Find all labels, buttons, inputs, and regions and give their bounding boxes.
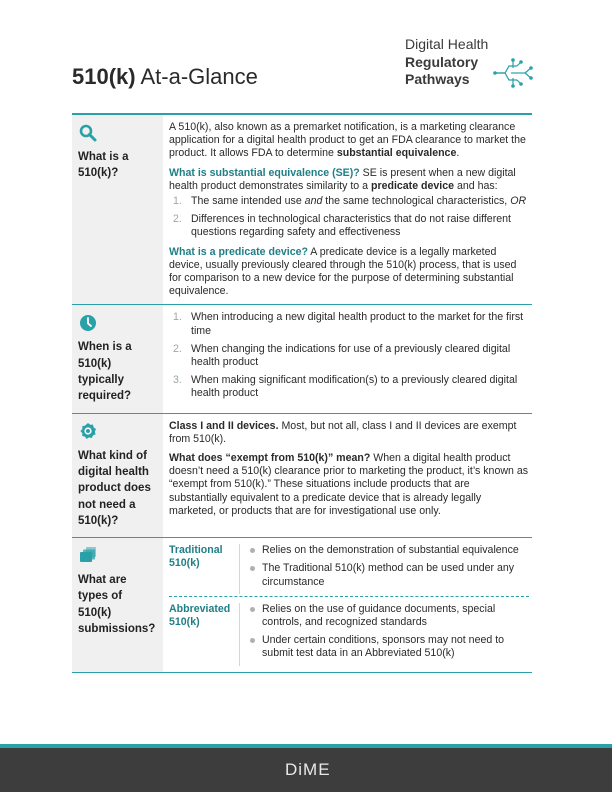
row-question: What kind of digital health product does not need a 510(k)? <box>78 449 151 527</box>
exempt-paragraph <box>169 452 529 518</box>
brand-line-1: Digital Health <box>405 36 489 52</box>
row-question: What are types of 510(k) submissions? <box>78 574 156 636</box>
page-header <box>72 34 540 104</box>
list-item: Under certain conditions, sponsors may not need to submit test data in an Abbreviated 510(k) <box>248 634 529 660</box>
requirement-list <box>169 311 529 400</box>
submission-type-label: Traditional 510(k) <box>169 544 223 570</box>
definition-paragraph <box>169 121 529 161</box>
row-question: When is a 510(k) typically required? <box>78 341 132 403</box>
predicate-question: What is a predicate device? <box>169 245 308 258</box>
exempt-text: When a digital health product doesn’t need a 510(k) clearance prior to marketing the product, it’s known as “exempt from 510(k).” These situations include products that are substantially equivalent to a predicate device that is already legally marketed, or products that are for investigational use only. <box>169 452 529 517</box>
table-row <box>72 305 532 413</box>
row-content <box>163 115 532 304</box>
submission-type-row <box>169 544 529 594</box>
clock-icon <box>78 313 98 333</box>
row-label <box>72 115 163 304</box>
search-icon <box>78 123 98 143</box>
se-list <box>169 195 529 240</box>
info-table <box>72 113 532 673</box>
row-question: What is a 510(k)? <box>78 151 129 180</box>
list-item: 2. When changing the indications for use of a previously cleared digital health product <box>173 342 511 369</box>
exempt-question: What does “exempt from 510(k)” mean? <box>169 452 371 465</box>
class-text: Most, but not all, class I and II devices are exempt from 510(k). <box>169 419 517 445</box>
brand-block <box>405 36 545 96</box>
predicate-paragraph <box>169 246 529 299</box>
badge-icon <box>78 422 98 442</box>
list-item: 1. The same intended use and the same technological characteristics, OR <box>173 195 527 208</box>
se-paragraph <box>169 167 529 193</box>
bullet-list <box>239 603 529 666</box>
submission-type-label: Abbreviated 510(k) <box>169 602 231 628</box>
row-content <box>163 538 532 671</box>
page-title <box>72 64 258 90</box>
title-bold: 510(k) <box>72 64 136 89</box>
intro-text: A 510(k), also known as a premarket notification, is a marketing clearance application for a digital health product to get an FDA clearance to market the product. It allows FDA to determine <box>169 121 526 160</box>
bullet-list <box>239 544 529 594</box>
list-item: 3. When making significant modification(s) to a previously cleared digital health product <box>173 374 518 400</box>
class-bold: Class I and II devices. <box>169 419 279 432</box>
list-item: 1. When introducing a new digital health product to the market for the first time <box>173 311 524 337</box>
list-item: Relies on the demonstration of substantial equivalence <box>248 544 529 557</box>
table-row <box>72 538 532 672</box>
brand-line-3: Pathways <box>405 71 470 87</box>
footer <box>0 744 612 792</box>
se-end: and has: <box>454 179 498 192</box>
list-item: The Traditional 510(k) method can be used under any circumstance <box>248 562 529 588</box>
se-question: What is substantial equivalence (SE)? <box>169 166 360 179</box>
intro-bold: substantial equivalence <box>336 147 457 160</box>
se-bold: predicate device <box>370 179 455 192</box>
predicate-text: A predicate device is a legally marketed device, usually previously cleared through the 510(k) process, that is used for comparison to a new device for the purpose of determining substantial equivalence. <box>169 245 517 298</box>
se-text: SE is present when a new digital health product demonstrates similarity to a <box>169 166 516 192</box>
row-label <box>72 414 163 537</box>
class-paragraph <box>169 420 529 446</box>
row-label <box>72 538 163 671</box>
row-content <box>163 414 532 537</box>
circuit-logo-icon <box>491 56 537 90</box>
dime-logo: DiME <box>285 760 331 779</box>
intro-end: . <box>456 147 460 160</box>
table-row <box>72 414 532 538</box>
row-content <box>163 305 532 412</box>
list-item: 2. Differences in technological characteristics that do not raise different questions regarding safety and effectiveness <box>173 213 511 239</box>
title-light: At-a-Glance <box>140 64 258 89</box>
row-label <box>72 305 163 412</box>
submission-type-row <box>169 596 529 666</box>
table-row <box>72 115 532 305</box>
list-item: Relies on the use of guidance documents, special controls, and recognized standards <box>248 603 529 629</box>
folders-icon <box>78 546 98 566</box>
brand-line-2: Regulatory <box>405 53 479 70</box>
